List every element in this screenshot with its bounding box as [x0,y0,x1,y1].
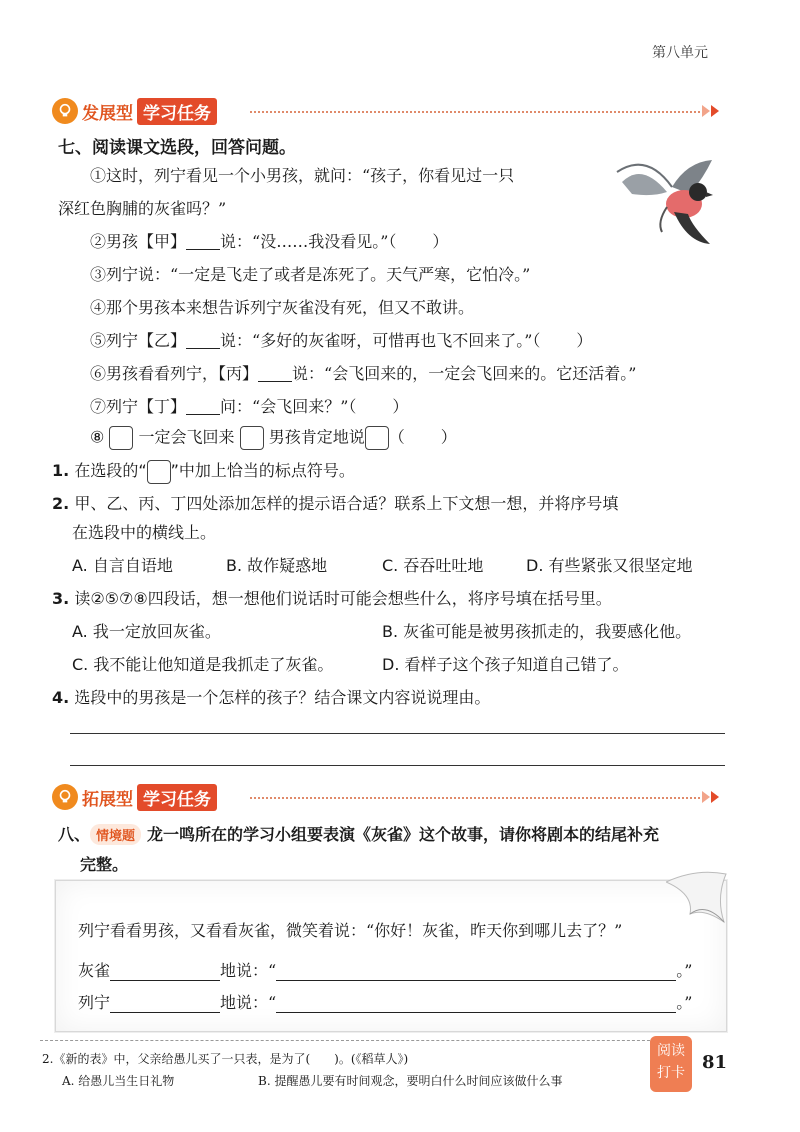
question-text: ”中加上恰当的标点符号。 [170,461,355,480]
q7-heading: 七、阅读课文选段，回答问题。 [58,138,296,158]
para-2-quote: 说：“没……我没看见。”（ [220,232,397,251]
passage-para-1-cont: 深红色胸脯的灰雀吗？” [58,199,227,218]
scenario-tag: 情境题 [90,824,141,845]
q3-option-c: C. 我不能让他知道是我抓走了灰雀。 [72,655,334,674]
unit-label: 第八单元 [652,45,708,61]
question-number: 4. [52,688,70,707]
answer-blank-jia[interactable] [186,235,220,250]
passage-para-3: ③列宁说：“一定是飞走了或者是冻死了。天气严寒，它怕冷。” [90,265,531,284]
question-text: 在选段的“ [74,461,147,480]
page-curl-decoration [666,868,730,928]
punctuation-box[interactable] [365,426,389,450]
manner-blank[interactable] [110,966,220,981]
para-5-quote: 说：“多好的灰雀呀，可惜再也飞不回来了。”（ [220,331,541,350]
banner-divider [250,797,700,799]
question-3 [52,586,612,609]
punctuation-box[interactable] [240,426,264,450]
section-banner-develop [52,96,217,126]
footer-divider [40,1040,660,1041]
q8-line-2: 完整。 [80,855,129,874]
role-name: 列宁 [78,993,111,1012]
passage-para-5 [90,333,592,349]
arrow-icon [702,105,719,117]
answer-blank-yi[interactable] [186,334,220,349]
para-6-quote: 说：“会飞回来的，一定会飞回来的。它还活着。” [292,364,637,383]
question-number: 2. [52,494,70,513]
quote-end: 。” [676,961,693,980]
answer-blank-bing[interactable] [258,367,292,382]
paren-close: ） [392,397,409,416]
badge-line-1: 阅读 [657,1043,685,1059]
question-number: 3. [52,589,70,608]
lightbulb-icon [52,784,78,810]
para-8-text-a: 一定会飞回来 [138,427,235,447]
para-5-speaker: ⑤列宁【乙】 [90,331,187,350]
arrow-icon [702,791,719,803]
answer-line[interactable] [70,765,725,766]
question-1 [52,458,355,484]
footer-option-b: B. 提醒愚儿要有时间观念，要明白什么时间应该做什么事 [258,1074,563,1088]
bullfinch-illustration [612,152,724,252]
banner-type: 拓展型 [82,789,133,810]
passage-para-1: ①这时，列宁看见一个小男孩，就问：“孩子，你看见过一只 [90,166,515,185]
speech-blank[interactable] [276,998,676,1013]
paren-close: ） [440,427,457,447]
question-2-cont: 在选段中的横线上。 [72,523,217,542]
para-7-quote: 问：“会飞回来？”（ [220,397,357,416]
q3-option-d: D. 看样子这个孩子知道自己错了。 [382,655,629,674]
question-2 [52,491,618,514]
paren-open: （ [388,427,405,447]
passage-para-2 [90,234,448,250]
said-text: 地说：“ [220,993,277,1012]
section-banner-extend [52,782,217,812]
question-4 [52,685,490,708]
passage-para-4: ④那个男孩本来想告诉列宁灰雀没有死，但又不敢讲。 [90,298,475,317]
question-text: 选段中的男孩是一个怎样的孩子？结合课文内容说说理由。 [74,688,491,707]
banner-task: 学习任务 [137,784,217,811]
q3-option-a: A. 我一定放回灰雀。 [72,622,221,641]
question-number: 1. [52,461,70,480]
footer-question: 2.《新的表》中，父亲给愚儿买了一只表，是为了( )。(《稻草人》) [42,1052,409,1066]
para-2-speaker: ②男孩【甲】 [90,232,187,251]
badge-line-2: 打卡 [657,1065,685,1081]
quote-end: 。” [676,993,693,1012]
page-number: 81 [702,1052,728,1073]
q8-line-1 [58,822,659,845]
punctuation-box[interactable] [109,426,133,450]
answer-line[interactable] [70,733,725,734]
passage-para-8 [90,426,457,450]
script-line-1: 列宁看看男孩，又看看灰雀，微笑着说：“你好！灰雀，昨天你到哪儿去了？” [78,921,623,940]
script-line-2 [78,958,692,981]
footer-option-a: A. 给愚儿当生日礼物 [62,1074,175,1088]
question-text: 读②⑤⑦⑧四段话，想一想他们说话时可能会想些什么，将序号填在括号里。 [74,589,612,608]
banner-type: 发展型 [82,103,133,124]
para-6-speaker: ⑥男孩看看列宁，【丙】 [90,364,259,383]
banner-divider [250,111,700,113]
lightbulb-icon [52,98,78,124]
script-line-3 [78,990,692,1013]
said-text: 地说：“ [220,961,277,980]
paren-close: ） [576,331,593,350]
passage-para-7 [90,399,408,415]
q2-option-a: A. 自言自语地 [72,556,173,575]
punctuation-box-sample [147,460,171,484]
manner-blank[interactable] [110,998,220,1013]
banner-task: 学习任务 [137,98,217,125]
passage-para-6 [90,366,636,382]
q3-option-b: B. 灰雀可能是被男孩抓走的，我要感化他。 [382,622,692,641]
q2-option-b: B. 故作疑惑地 [226,556,328,575]
speech-blank[interactable] [276,966,676,981]
reading-checkin-badge[interactable] [650,1036,692,1092]
paren-close: ） [432,232,449,251]
para-8-number: ⑧ [90,427,105,447]
q2-option-d: D. 有些紧张又很坚定地 [526,556,693,575]
para-8-text-b: 男孩肯定地说 [268,427,365,447]
para-7-speaker: ⑦列宁【丁】 [90,397,187,416]
answer-blank-ding[interactable] [186,400,220,415]
q2-option-c: C. 吞吞吐吐地 [382,556,484,575]
question-text: 甲、乙、丙、丁四处添加怎样的提示语合适？联系上下文想一想，并将序号填 [74,494,619,513]
q8-number: 八、 [58,825,91,844]
q8-text: 龙一鸣所在的学习小组要表演《灰雀》这个故事，请你将剧本的结尾补充 [147,825,660,844]
role-name: 灰雀 [78,961,111,980]
